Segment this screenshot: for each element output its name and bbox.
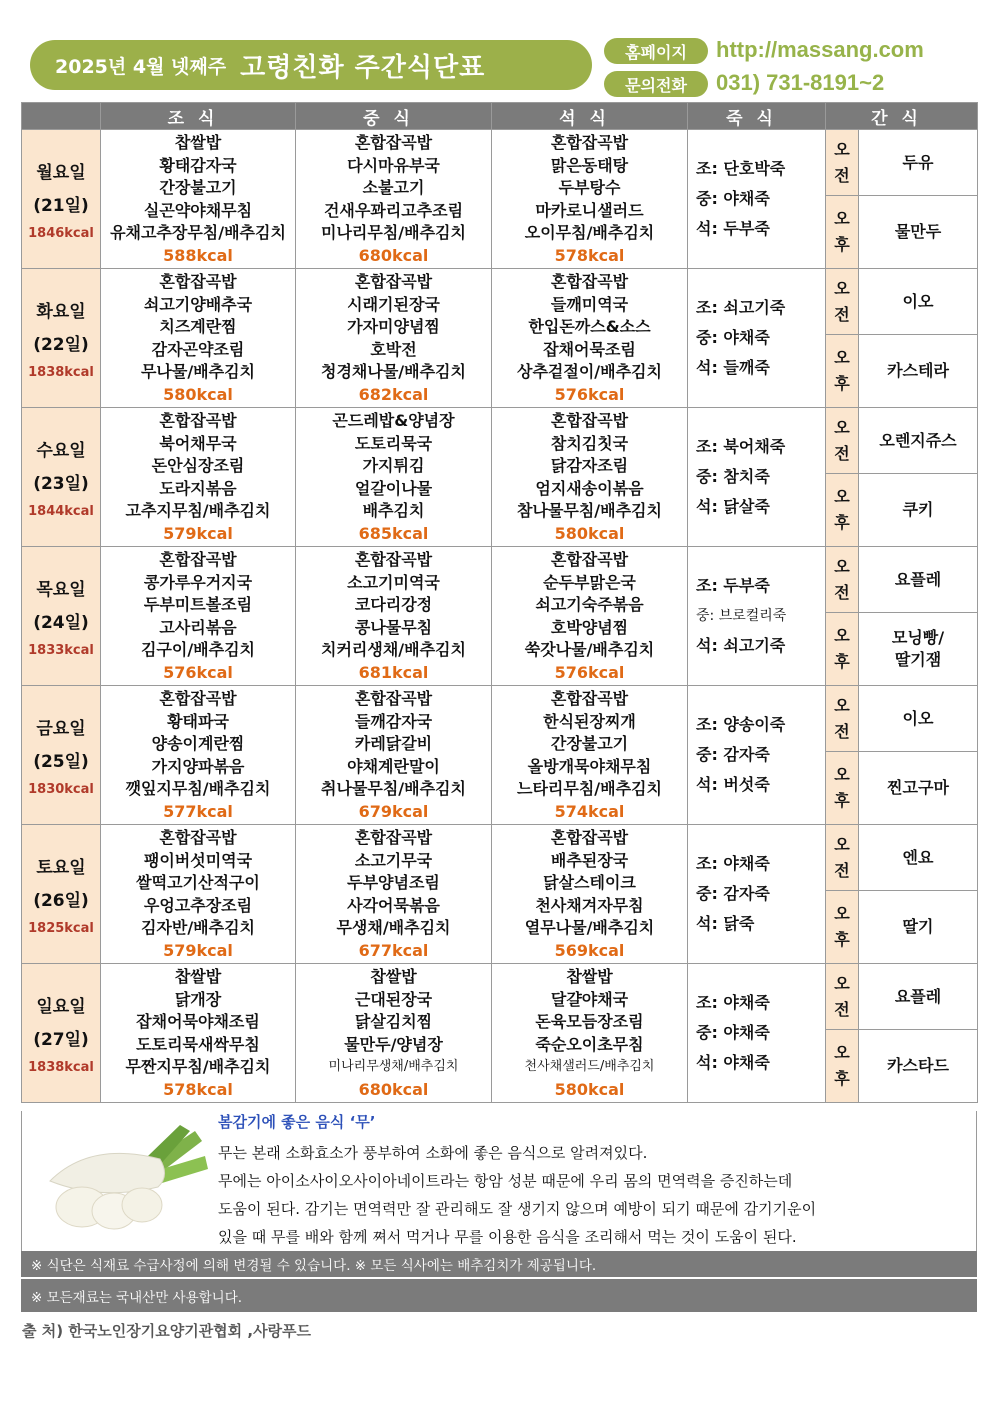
menu-item: 열무나물/배추김치 [524, 918, 655, 937]
day-kcal: 1830kcal [28, 781, 94, 797]
homepage-label: 홈페이지 [604, 38, 708, 64]
porridge-item: 중: 야채죽 [696, 1023, 770, 1042]
menu-item: 도토리묵새싹무침 [136, 1034, 260, 1054]
menu-item: 치커리생채/배추김치 [321, 640, 466, 659]
menu-item: 소고기미역국 [347, 572, 440, 592]
menu-item: 혼합잡곡밥 [159, 272, 237, 291]
snack-pm: 찐고구마 [859, 752, 978, 825]
header-porridge: 죽식 [688, 103, 826, 130]
menu-item: 물만두/양념장 [344, 1034, 443, 1054]
menu-item: 근대된장국 [354, 989, 433, 1009]
am-label: 오 전 [826, 269, 859, 335]
porridge-item: 조: 쇠고기죽 [696, 298, 786, 317]
menu-item: 혼합잡곡밥 [550, 550, 629, 569]
menu-item: 가지양파볶음 [151, 756, 245, 776]
day-name: 토요일 [36, 857, 86, 878]
snack-pm: 쿠키 [859, 474, 978, 547]
menu-item: 혼합잡곡밥 [354, 133, 433, 152]
menu-item: 두부탕수 [558, 178, 621, 197]
meal-kcal: 576kcal [554, 662, 625, 682]
note-domestic: ※ 모든재료는 국내산만 사용합니다. [21, 1279, 977, 1312]
meal-kcal: 574kcal [554, 801, 625, 821]
menu-item: 닭개장 [174, 989, 222, 1009]
info-line: 도움이 된다. 감기는 면역력만 잘 관리해도 잘 생기지 않으며 예방이 되기 때문에 감기기운이 [218, 1200, 817, 1218]
menu-item: 취나물무침/배추김치 [321, 779, 466, 798]
day-date: (25일) [33, 751, 89, 772]
menu-item: 천사채겨자무침 [535, 895, 644, 915]
menu-item: 혼합잡곡밥 [550, 133, 629, 152]
day-date: (22일) [33, 334, 89, 355]
meal-kcal: 677kcal [358, 940, 429, 960]
menu-item: 얼갈이나물 [354, 478, 433, 498]
meal-kcal: 580kcal [554, 1079, 625, 1099]
menu-item: 깻잎지무침/배추김치 [125, 779, 271, 798]
menu-item: 쇠고기숙주볶음 [535, 595, 644, 614]
day-row [22, 964, 978, 1030]
day-date: (21일) [33, 195, 89, 216]
day-cell [22, 825, 101, 964]
header-lunch: 중식 [296, 103, 492, 130]
porridge-item: 석: 닭살죽 [696, 497, 770, 516]
dinner-cell [492, 686, 688, 825]
menu-item: 혼합잡곡밥 [354, 272, 433, 291]
weekly-menu-table [21, 102, 978, 1103]
day-kcal: 1838kcal [28, 1059, 94, 1075]
menu-item: 곤드레밥&양념장 [332, 411, 455, 430]
meal-kcal: 576kcal [163, 662, 233, 682]
menu-item: 혼합잡곡밥 [550, 411, 629, 430]
info-line: 있을 때 무를 배와 함께 쪄서 먹거나 무를 이용한 음식을 조리해서 먹는 것이 도움이 된다. [218, 1228, 797, 1246]
porridge-item: 중: 브로컬리죽 [696, 608, 787, 624]
lunch-cell [296, 547, 492, 686]
am-label: 오 전 [826, 964, 859, 1030]
snack-am: 엔요 [859, 825, 978, 891]
menu-item: 무생채/배추김치 [336, 918, 451, 937]
porridge-item: 중: 야채죽 [696, 189, 770, 208]
porridge-item: 조: 북어채죽 [696, 437, 786, 456]
menu-item: 한식된장찌개 [543, 711, 636, 731]
menu-item: 잡채어묵조림 [543, 339, 636, 359]
header-snack: 간식 [826, 103, 978, 130]
snack-am: 요플레 [859, 964, 978, 1030]
meal-kcal: 681kcal [358, 662, 429, 682]
pm-label: 오 후 [826, 474, 859, 547]
porridge-item: 중: 감자죽 [696, 745, 770, 764]
meal-kcal: 578kcal [554, 245, 625, 265]
menu-item: 청경채나물/배추김치 [321, 362, 466, 381]
porridge-item: 석: 닭죽 [696, 914, 755, 933]
menu-item: 미나리무침/배추김치 [321, 223, 466, 242]
day-row [22, 686, 978, 752]
menu-item: 소불고기 [362, 178, 425, 197]
menu-item: 김구이/배추김치 [140, 640, 256, 659]
day-name: 일요일 [36, 996, 86, 1017]
menu-item: 쇠고기양배추국 [143, 294, 253, 314]
porridge-cell [688, 130, 826, 269]
am-label: 오 전 [826, 130, 859, 196]
menu-item: 혼합잡곡밥 [550, 828, 629, 847]
porridge-item: 중: 야채죽 [696, 328, 770, 347]
day-kcal: 1846kcal [28, 225, 94, 241]
table-header [22, 103, 978, 130]
menu-item: 콩가루우거지국 [143, 572, 253, 592]
menu-item: 상추겉절이/배추김치 [517, 362, 662, 381]
menu-item: 사각어묵볶음 [347, 895, 440, 915]
menu-item: 닭살김치찜 [354, 1012, 433, 1031]
porridge-item: 조: 양송이죽 [696, 715, 786, 734]
menu-item: 맑은동태탕 [550, 155, 629, 175]
day-date: (27일) [33, 1029, 89, 1050]
menu-item: 도토리묵국 [354, 433, 433, 453]
menu-item: 건새우꽈리고추조림 [323, 200, 464, 220]
meal-kcal: 576kcal [554, 384, 625, 404]
am-label: 오 전 [826, 825, 859, 891]
meal-kcal: 588kcal [163, 245, 233, 265]
menu-item: 참나물무침/배추김치 [517, 501, 662, 520]
menu-item: 혼합잡곡밥 [354, 550, 433, 569]
meal-kcal: 685kcal [358, 523, 429, 543]
menu-item: 혼합잡곡밥 [354, 689, 433, 708]
source-credit: 출 처) 한국노인장기요양기관협회 ,사랑푸드 [22, 1322, 312, 1340]
porridge-cell [688, 964, 826, 1103]
info-text [218, 1139, 958, 1251]
menu-item: 가지튀김 [362, 456, 425, 475]
porridge-cell [688, 686, 826, 825]
menu-item: 닭살스테이크 [543, 873, 636, 892]
meal-kcal: 569kcal [554, 940, 625, 960]
menu-item: 혼합잡곡밥 [159, 550, 237, 569]
title-banner [30, 40, 592, 90]
dinner-cell [492, 269, 688, 408]
menu-item: 찹쌀밥 [174, 133, 222, 152]
porridge-cell [688, 269, 826, 408]
day-row [22, 547, 978, 613]
lunch-cell [296, 825, 492, 964]
menu-item: 우엉고추장조림 [143, 895, 253, 915]
snack-am: 요플레 [859, 547, 978, 613]
breakfast-cell [101, 825, 296, 964]
radish-image [30, 1121, 210, 1239]
dinner-cell [492, 825, 688, 964]
breakfast-cell [101, 686, 296, 825]
dinner-cell [492, 408, 688, 547]
menu-week: 2025년 4월 넷째주 [55, 55, 227, 78]
day-name: 수요일 [36, 440, 86, 461]
porridge-item: 조: 단호박죽 [696, 159, 786, 178]
day-cell [22, 130, 101, 269]
snack-pm: 모닝빵/ 딸기잼 [859, 613, 978, 686]
day-row [22, 825, 978, 891]
menu-item: 혼합잡곡밥 [550, 689, 629, 708]
menu-item: 찹쌀밥 [174, 967, 222, 986]
pm-label: 오 후 [826, 891, 859, 964]
menu-item: 간장불고기 [550, 734, 629, 753]
menu-item: 혼합잡곡밥 [159, 689, 237, 708]
porridge-cell [688, 547, 826, 686]
porridge-item: 석: 버섯죽 [696, 775, 770, 794]
menu-item: 배추김치 [362, 501, 425, 520]
page-title: 고령친화 주간식단표 [240, 52, 486, 83]
am-label: 오 전 [826, 547, 859, 613]
am-label: 오 전 [826, 686, 859, 752]
menu-item: 콩나물무침 [354, 617, 433, 637]
meal-kcal: 680kcal [358, 245, 429, 265]
menu-item: 도라지볶음 [159, 478, 237, 498]
menu-item: 혼합잡곡밥 [550, 272, 629, 291]
menu-item: 참치김칫국 [550, 433, 629, 453]
day-kcal: 1844kcal [28, 503, 94, 519]
day-cell [22, 964, 101, 1103]
day-cell [22, 547, 101, 686]
pm-label: 오 후 [826, 1030, 859, 1103]
menu-item: 김자반/배추김치 [140, 918, 256, 937]
lunch-cell [296, 130, 492, 269]
menu-item: 쌀떡고기산적구이 [136, 873, 260, 892]
menu-item: 엄지새송이볶음 [535, 478, 644, 498]
menu-item: 감자곤약조림 [151, 339, 245, 359]
snack-pm: 딸기 [859, 891, 978, 964]
snack-pm: 카스테라 [859, 335, 978, 408]
breakfast-cell [101, 408, 296, 547]
day-kcal: 1838kcal [28, 364, 94, 380]
porridge-cell [688, 825, 826, 964]
breakfast-cell [101, 269, 296, 408]
dinner-cell [492, 547, 688, 686]
phone-number: 031) 731-8191~2 [716, 70, 885, 95]
menu-item: 달걀야채국 [550, 989, 629, 1009]
pm-label: 오 후 [826, 752, 859, 825]
menu-item: 고사리볶음 [159, 617, 237, 637]
menu-item: 무나물/배추김치 [140, 362, 256, 381]
breakfast-cell [101, 547, 296, 686]
day-row [22, 130, 978, 196]
lunch-cell [296, 686, 492, 825]
menu-item: 호박양념찜 [550, 617, 629, 637]
breakfast-cell [101, 130, 296, 269]
menu-item: 가자미양념찜 [347, 317, 440, 336]
snack-am: 두유 [859, 130, 978, 196]
menu-item: 한입돈까스&소스 [528, 317, 651, 336]
homepage-link[interactable]: http://massang.com [716, 37, 924, 62]
meal-kcal: 680kcal [358, 1079, 429, 1099]
menu-item: 천사채샐러드/배추김치 [524, 1059, 655, 1074]
porridge-item: 석: 야채죽 [696, 1053, 770, 1072]
day-cell [22, 686, 101, 825]
note-changes: ※ 식단은 식재료 수급사정에 의해 변경될 수 있습니다. ※ 모든 식사에는 배추김치가 제공됩니다. [21, 1251, 977, 1277]
menu-item: 오이무침/배추김치 [524, 223, 655, 242]
day-cell [22, 408, 101, 547]
day-name: 목요일 [36, 579, 86, 600]
menu-item: 양송이계란찜 [151, 734, 245, 753]
porridge-item: 석: 들깨죽 [696, 358, 770, 377]
menu-item: 배추된장국 [550, 850, 629, 870]
pm-label: 오 후 [826, 335, 859, 408]
menu-item: 호박전 [370, 339, 417, 359]
menu-item: 들깨감자국 [354, 711, 433, 731]
menu-item: 황태감자국 [159, 155, 237, 175]
day-name: 화요일 [36, 301, 86, 322]
meal-kcal: 578kcal [163, 1079, 233, 1099]
porridge-item: 석: 두부죽 [696, 219, 770, 238]
dinner-cell [492, 964, 688, 1103]
info-line: 무는 본래 소화효소가 풍부하여 소화에 좋은 음식으로 알려져있다. [218, 1144, 648, 1162]
menu-item: 들깨미역국 [550, 294, 629, 314]
menu-item: 야채계란말이 [347, 756, 440, 776]
menu-item: 잡채어묵야채조림 [136, 1012, 260, 1031]
lunch-cell [296, 964, 492, 1103]
menu-item: 미나리무생채/배추김치 [328, 1059, 459, 1074]
day-name: 금요일 [36, 718, 86, 739]
dinner-cell [492, 130, 688, 269]
day-date: (23일) [33, 473, 89, 494]
menu-item: 다시마유부국 [347, 155, 440, 175]
menu-item: 간장불고기 [159, 178, 237, 197]
menu-item: 느타리무침/배추김치 [517, 779, 662, 798]
porridge-item: 조: 야채죽 [696, 854, 770, 873]
meal-kcal: 682kcal [358, 384, 429, 404]
day-kcal: 1833kcal [28, 642, 94, 658]
porridge-item: 조: 야채죽 [696, 993, 770, 1012]
menu-item: 무짠지무침/배추김치 [125, 1057, 271, 1076]
menu-item: 코다리강정 [354, 595, 433, 614]
porridge-item: 중: 참치죽 [696, 467, 770, 486]
pm-label: 오 후 [826, 613, 859, 686]
snack-pm: 물만두 [859, 196, 978, 269]
day-kcal: 1825kcal [28, 920, 94, 936]
menu-item: 찹쌀밥 [566, 967, 613, 986]
porridge-item: 중: 감자죽 [696, 884, 770, 903]
day-row [22, 408, 978, 474]
meal-kcal: 580kcal [554, 523, 625, 543]
menu-item: 소고기무국 [354, 850, 433, 870]
menu-item: 혼합잡곡밥 [354, 828, 433, 847]
menu-item: 시래기된장국 [347, 294, 440, 314]
menu-item: 마카로니샐러드 [535, 200, 644, 220]
day-row [22, 269, 978, 335]
menu-item: 두부미트볼조림 [143, 595, 253, 614]
meal-kcal: 580kcal [163, 384, 233, 404]
menu-item: 실곤약야채무침 [143, 200, 253, 220]
day-cell [22, 269, 101, 408]
info-title: 봄감기에 좋은 음식 ‘무’ [218, 1113, 376, 1131]
menu-item: 고추지무침/배추김치 [125, 501, 271, 520]
meal-kcal: 679kcal [358, 801, 429, 821]
menu-item: 죽순오이초무침 [535, 1034, 644, 1054]
menu-item: 혼합잡곡밥 [159, 411, 237, 430]
menu-item: 순두부맑은국 [543, 572, 636, 592]
breakfast-cell [101, 964, 296, 1103]
pm-label: 오 후 [826, 196, 859, 269]
menu-item: 혼합잡곡밥 [159, 828, 237, 847]
meal-kcal: 579kcal [163, 523, 233, 543]
header-dinner: 석식 [492, 103, 688, 130]
menu-item: 황태파국 [167, 711, 229, 731]
day-date: (26일) [33, 890, 89, 911]
header-corner [22, 103, 101, 130]
snack-pm: 카스타드 [859, 1030, 978, 1103]
menu-item: 닭감자조림 [550, 456, 629, 475]
menu-item: 카레닭갈비 [354, 734, 433, 753]
menu-item: 치즈계란찜 [159, 317, 237, 336]
menu-item: 북어채무국 [159, 433, 237, 453]
porridge-cell [688, 408, 826, 547]
info-section [21, 1111, 977, 1251]
snack-am: 이오 [859, 269, 978, 335]
porridge-item: 석: 쇠고기죽 [696, 636, 786, 655]
menu-item: 쑥갓나물/배추김치 [524, 640, 655, 659]
phone-label: 문의전화 [604, 71, 708, 97]
menu-item: 돈안심장조림 [151, 456, 245, 475]
menu-item: 찹쌀밥 [370, 967, 417, 986]
menu-item: 올방개묵야채무침 [527, 756, 652, 776]
day-name: 월요일 [36, 162, 86, 183]
meal-kcal: 577kcal [163, 801, 233, 821]
day-date: (24일) [33, 612, 89, 633]
menu-item: 두부양념조림 [347, 873, 440, 892]
info-line: 무에는 아이소사이오사이아네이트라는 항암 성분 때문에 우리 몸의 면역력을 증진하는데 [218, 1172, 793, 1190]
lunch-cell [296, 408, 492, 547]
menu-item: 돈육모듬장조림 [535, 1012, 644, 1031]
porridge-item: 조: 두부죽 [696, 576, 770, 595]
snack-am: 오렌지쥬스 [859, 408, 978, 474]
snack-am: 이오 [859, 686, 978, 752]
header-breakfast: 조식 [101, 103, 296, 130]
menu-item: 유채고추장무침/배추김치 [110, 223, 286, 242]
meal-kcal: 579kcal [163, 940, 233, 960]
am-label: 오 전 [826, 408, 859, 474]
menu-item: 팽이버섯미역국 [143, 850, 253, 870]
lunch-cell [296, 269, 492, 408]
